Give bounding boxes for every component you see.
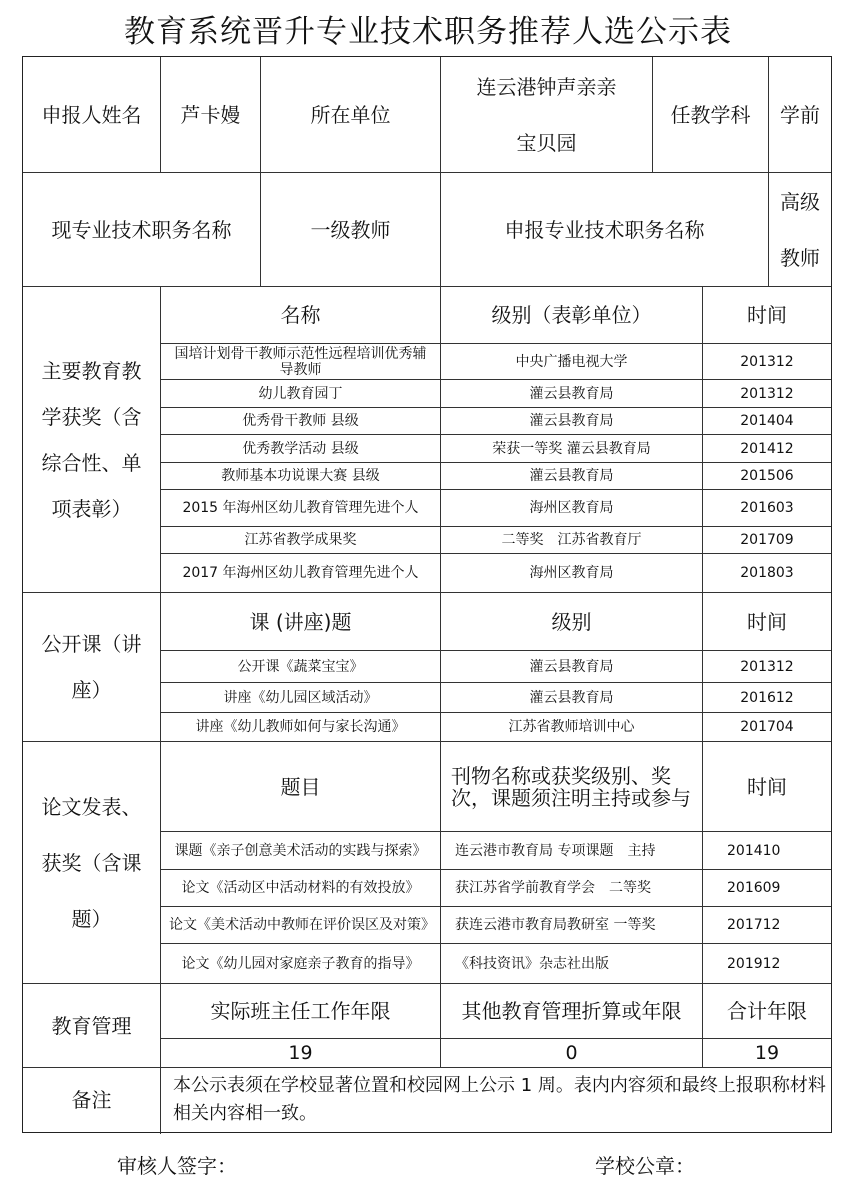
papers-section-label: 论文发表、获奖（含课题）	[41, 794, 142, 931]
name-value: 芦卡嫚	[180, 102, 241, 127]
table-row: 课题《亲子创意美术活动的实践与探索》	[174, 842, 427, 859]
table-row: 江苏省教学成果奖	[244, 532, 357, 548]
table-row: 201803	[740, 565, 794, 581]
table-row: 二等奖 江苏省教育厅	[501, 532, 642, 548]
unit-label: 所在单位	[310, 102, 391, 127]
table-row: 2017 年海州区幼儿教育管理先进个人	[182, 565, 419, 581]
management-total-years-value: 19	[754, 1042, 780, 1064]
table-row: 201603	[740, 500, 794, 516]
table-row: 灌云县教育局	[529, 658, 614, 675]
form-table	[22, 56, 832, 1133]
current-title-label: 现专业技术职务名称	[51, 217, 232, 242]
table-row: 201312	[740, 385, 794, 402]
table-row: 2015 年海州区幼儿教育管理先进个人	[182, 500, 419, 516]
management-class-years-value: 19	[288, 1042, 313, 1064]
table-row: 海州区教育局	[529, 500, 614, 516]
table-row: 201412	[740, 440, 794, 457]
table-row: 优秀骨干教师 县级	[242, 413, 359, 429]
table-row: 201912	[727, 955, 781, 972]
table-row: 获江苏省学前教育学会 二等奖	[455, 880, 651, 896]
table-row: 海州区教育局	[529, 565, 614, 581]
table-row: 201704	[740, 719, 794, 735]
table-row: 荣获一等奖 灌云县教育局	[492, 440, 651, 457]
awards-header-level: 级别（表彰单位）	[491, 303, 652, 327]
table-row: 201712	[727, 917, 781, 933]
table-row: 灌云县教育局	[529, 689, 614, 706]
table-row: 201404	[740, 413, 794, 429]
management-header-class-years: 实际班主任工作年限	[210, 999, 391, 1023]
table-row: 201506	[740, 468, 794, 484]
lectures-header-level: 级别	[551, 609, 592, 634]
table-row: 讲座《幼儿教师如何与家长沟通》	[195, 719, 406, 735]
lectures-section-label: 公开课（讲座）	[41, 632, 142, 702]
school-seal-label: 学校公章：	[595, 1154, 695, 1178]
table-row: 公开课《蔬菜宝宝》	[237, 658, 364, 675]
table-row: 201709	[740, 532, 794, 548]
table-row: 国培计划骨干教师示范性远程培训优秀辅导教师	[174, 345, 427, 378]
table-row: 论文《美术活动中教师在评价误区及对策》	[169, 917, 435, 933]
table-row: 讲座《幼儿园区域活动》	[223, 689, 378, 706]
table-row: 201312	[740, 658, 794, 675]
table-row: 连云港市教育局 专项课题 主持	[455, 842, 656, 859]
table-row: 201612	[740, 689, 794, 706]
apply-title-value: 高级教师	[780, 189, 820, 270]
subject-label: 任教学科	[670, 102, 751, 127]
table-row: 优秀教学活动 县级	[242, 440, 359, 457]
table-row: 中央广播电视大学	[515, 353, 628, 370]
papers-header-level: 刊物名称或获奖级别、奖次，课题须注明主持或参与	[451, 763, 691, 810]
table-row: 江苏省教师培训中心	[508, 719, 635, 735]
table-row: 论文《活动区中活动材料的有效投放》	[181, 880, 420, 896]
remarks-label: 备注	[71, 1088, 112, 1112]
table-row: 《科技资讯》杂志社出版	[455, 955, 609, 972]
table-row: 幼儿教育园丁	[258, 385, 343, 402]
management-header-other-years: 其他教育管理折算或年限	[461, 999, 682, 1023]
table-row: 论文《幼儿园对家庭亲子教育的指导》	[181, 955, 420, 972]
remarks-text: 本公示表须在学校显著位置和校园网上公示 1 周。表内内容须和最终上报职称材料相关内容相一致。	[173, 1075, 826, 1124]
table-row: 201410	[727, 842, 781, 859]
management-section-label: 教育管理	[51, 1013, 132, 1038]
papers-header-time: 时间	[747, 774, 787, 799]
current-title-value: 一级教师	[310, 217, 391, 242]
lectures-header-name: 课 (讲座)题	[249, 609, 352, 634]
name-label: 申报人姓名	[41, 102, 142, 127]
lectures-header-time: 时间	[747, 609, 787, 634]
subject-value: 学前	[780, 102, 820, 127]
table-row: 201609	[727, 880, 781, 896]
management-header-total-years: 合计年限	[727, 999, 807, 1023]
table-row: 获连云港市教育局教研室 一等奖	[455, 917, 656, 933]
unit-value: 连云港钟声亲亲宝贝园	[476, 74, 617, 155]
table-row: 教师基本功说课大赛 县级	[221, 468, 380, 484]
management-other-years-value: 0	[565, 1042, 578, 1064]
papers-header-name: 题目	[280, 774, 321, 799]
table-row: 灌云县教育局	[529, 413, 614, 429]
awards-section-label: 主要教育教学获奖（含综合性、单项表彰）	[41, 358, 142, 521]
awards-header-name: 名称	[280, 303, 321, 327]
table-row: 201312	[740, 353, 794, 370]
table-row: 灌云县教育局	[529, 385, 614, 402]
apply-title-label: 申报专业技术职务名称	[504, 217, 705, 242]
table-row: 灌云县教育局	[529, 468, 614, 484]
reviewer-signature-label: 审核人签字：	[117, 1154, 237, 1178]
awards-header-time: 时间	[747, 303, 787, 327]
page-title: 教育系统晋升专业技术职务推荐人选公示表	[124, 14, 732, 50]
